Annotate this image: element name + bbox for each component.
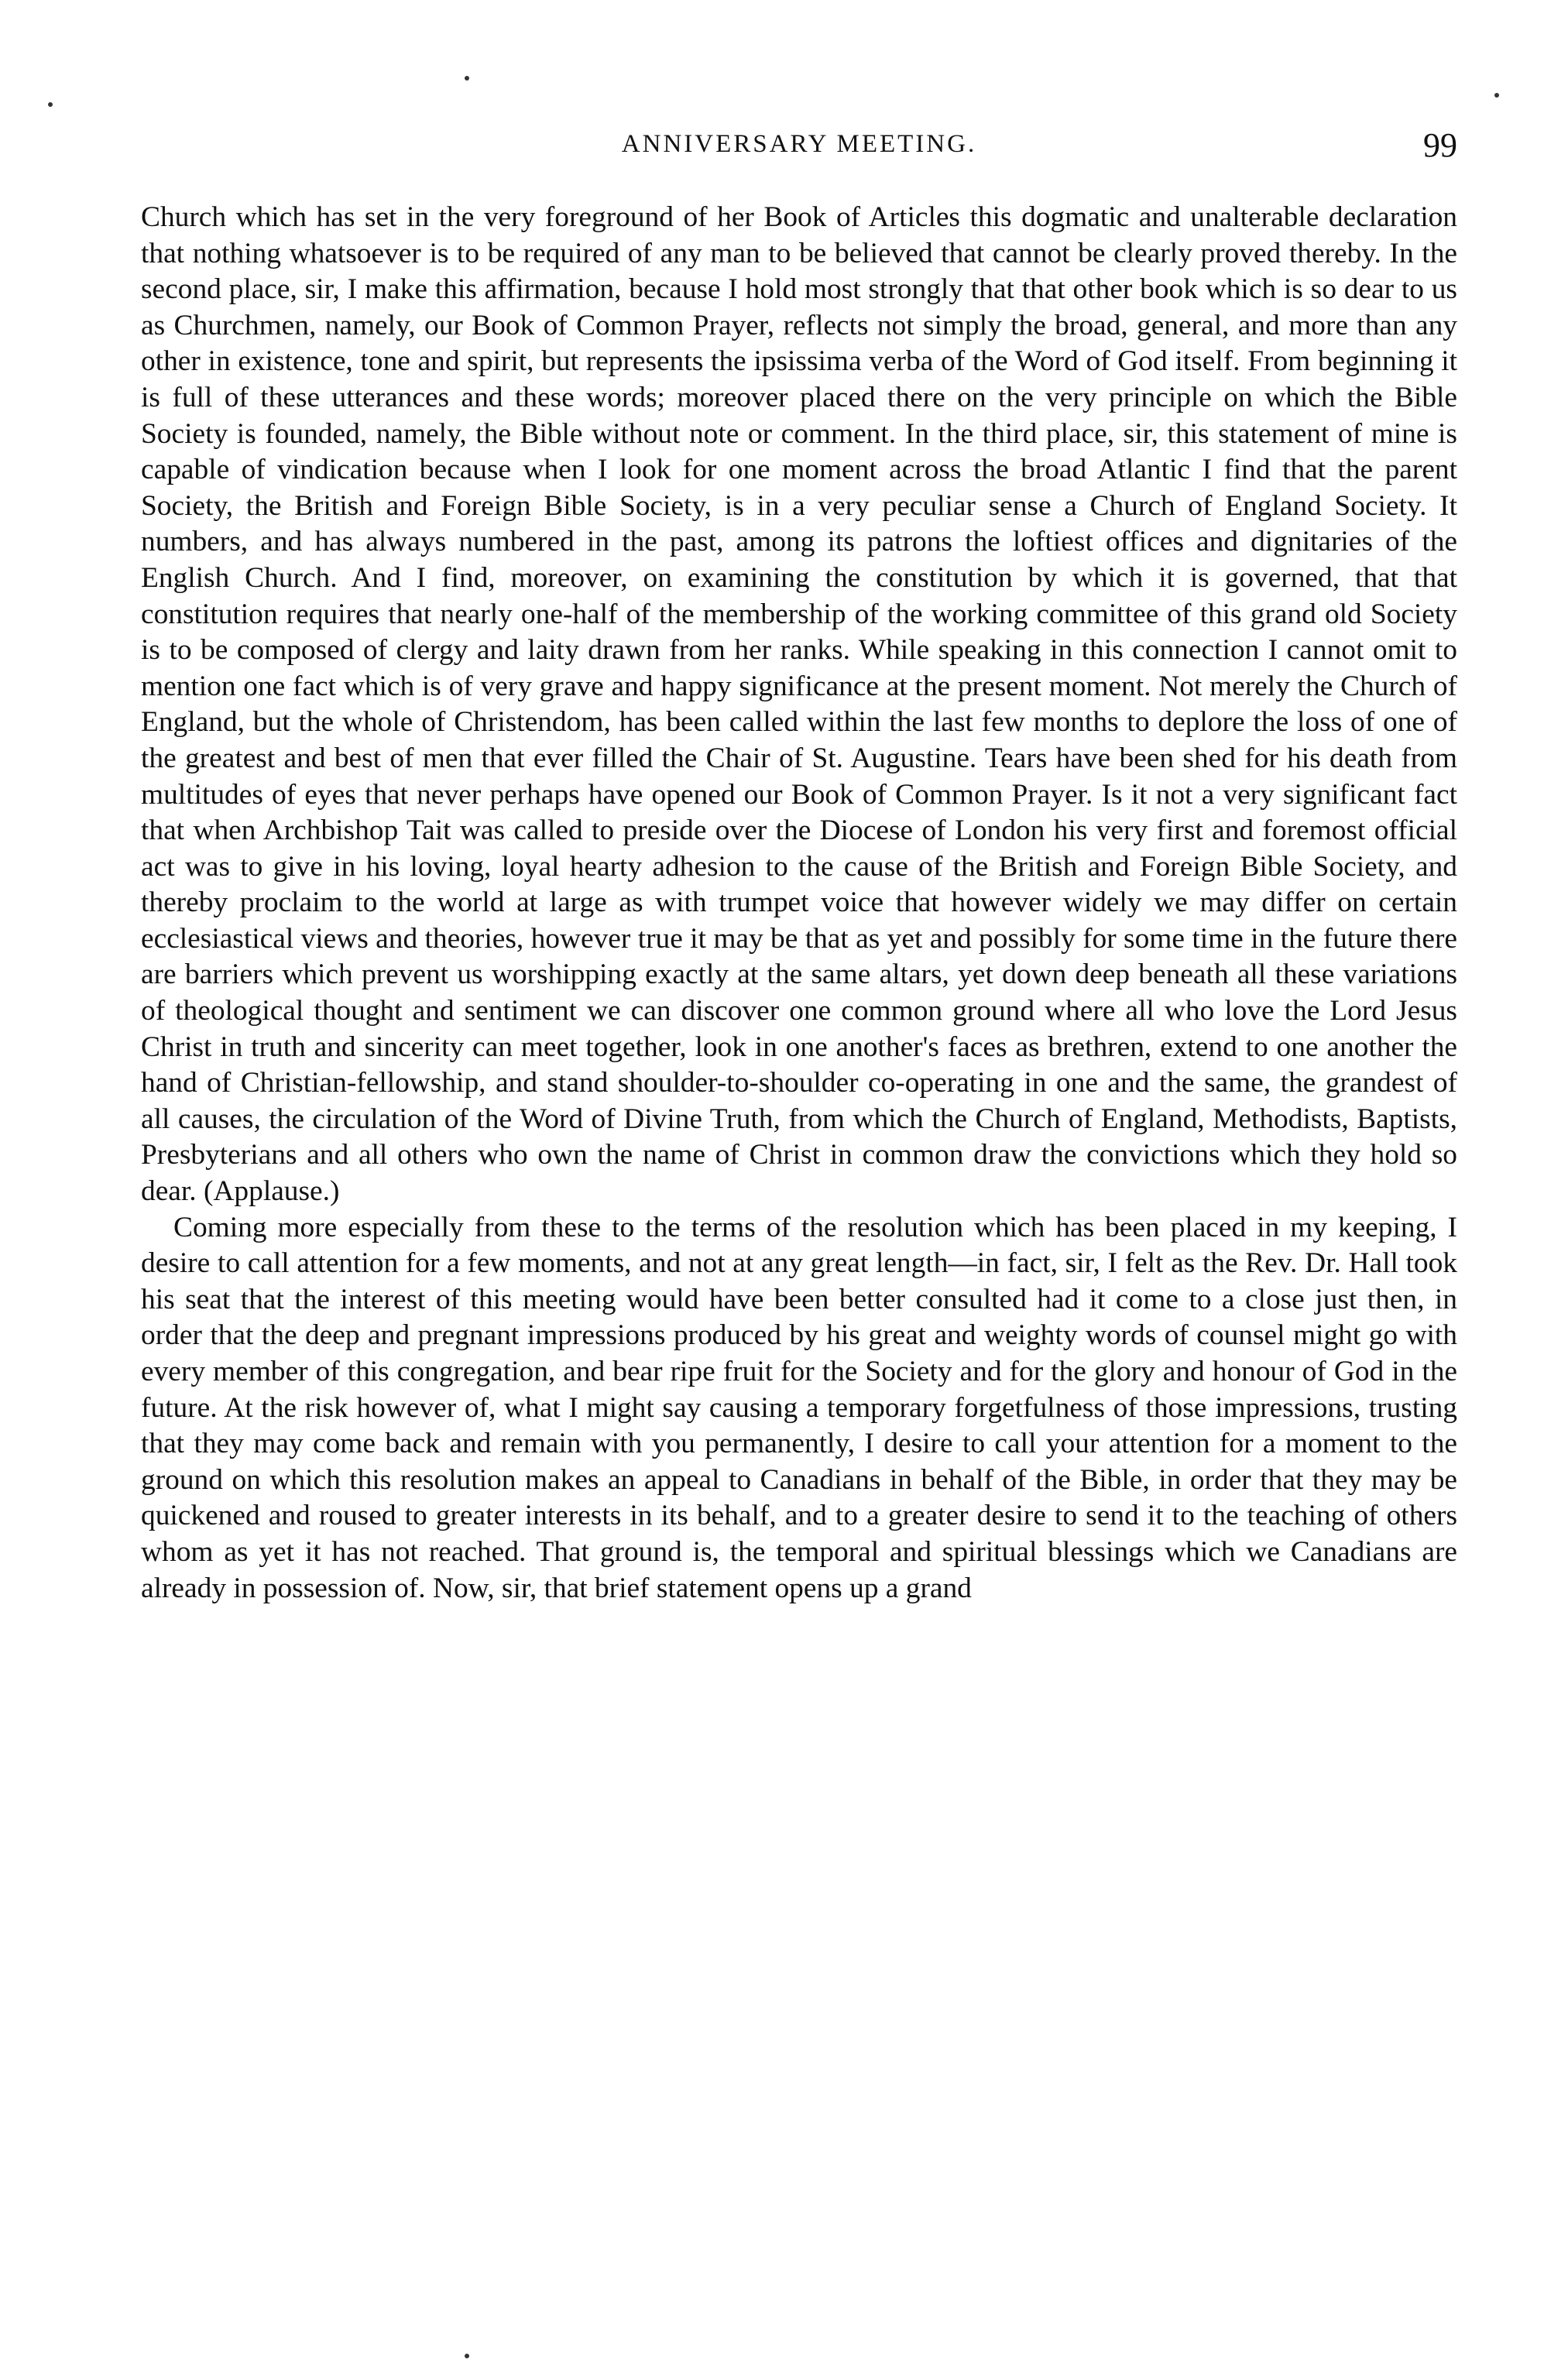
scan-speck: [465, 2354, 469, 2358]
scan-speck: [48, 102, 53, 107]
scan-speck: [465, 76, 469, 81]
body-text: [141, 200, 1457, 1607]
scan-speck: [1494, 93, 1499, 98]
running-title: ANNIVERSARY MEETING.: [621, 130, 977, 158]
page-number: 99: [1423, 126, 1457, 164]
paragraph: Church which has set in the very foreground of her Book of Articles this dogmatic and unalterable declaration that nothing whatsoever is to be required of any man to be believed that cannot be clearly proved thereby. In the second place, sir, I make this affirmation, because I hold most strongly that that other book which is so dear to us as Churchmen, namely, our Book of Common Prayer, reflects not simply the broad, general, and more than any other in existence, tone and spirit, but represents the ipsissima verba of the Word of God itself. From beginning it is full of these utterances and these words; moreover placed there on the very principle on which the Bible Society is founded, namely, the Bible without note or comment. In the third place, sir, this statement of mine is capable of vindication because when I look for one moment across the broad Atlantic I find that the parent Society, the British and Foreign Bible Society, is in a very peculiar sense a Church of England Society. It numbers, and has always numbered in the past, among its patrons the loftiest offices and dignitaries of the English Church. And I find, moreover, on examining the constitution by which it is governed, that that constitution requires that nearly one-half of the membership of the working committee of this grand old Society is to be composed of clergy and laity drawn from her ranks. While speaking in this connection I cannot omit to mention one fact which is of very grave and happy significance at the present moment. Not merely the Church of England, but the whole of Christendom, has been called within the last few months to deplore the loss of one of the greatest and best of men that ever filled the Chair of St. Augustine. Tears have been shed for his death from multitudes of eyes that never perhaps have opened our Book of Common Prayer. Is it not a very significant fact that when Archbishop Tait was called to preside over the Diocese of London his very first and foremost official act was to give in his loving, loyal hearty adhesion to the cause of the British and Foreign Bible Society, and thereby proclaim to the world at large as with trumpet voice that however widely we may differ on certain ecclesiastical views and theories, however true it may be that as yet and possibly for some time in the future there are barriers which prevent us worshipping exactly at the same altars, yet down deep beneath all these variations of theological thought and sentiment we can discover one common ground where all who love the Lord Jesus Christ in truth and sincerity can meet together, look in one another's faces as brethren, extend to one another the hand of Christian-fellowship, and stand shoulder-to-shoulder co-operating in one and the same, the grandest of all causes, the circulation of the Word of Divine Truth, from which the Church of England, Methodists, Baptists, Presbyterians and all others who own the name of Christ in common draw the convictions which they hold so dear. (Applause.): [141, 201, 1457, 1208]
page-header: [141, 126, 1457, 177]
paragraph: Coming more especially from these to the terms of the resolution which has been placed in my keeping, I desire to call attention for a few moments, and not at any great length—in fact, sir, I felt as the Rev. Dr. Hall took his seat that the interest of this meeting would have been better consulted had it come to a close just then, in order that the deep and pregnant impressions produced by his great and weighty words of counsel might go with every member of this congregation, and bear ripe fruit for the Society and for the glory and honour of God in the future. At the risk however of, what I might say causing a temporary forgetfulness of those impressions, trusting that they may come back and remain with you permanently, I desire to call your attention for a moment to the ground on which this resolution makes an appeal to Canadians in behalf of the Bible, in order that they may be quickened and roused to greater interests in its behalf, and to a greater desire to send it to the teaching of others whom as yet it has not reached. That ground is, the temporal and spiritual blessings which we Canadians are already in possession of. Now, sir, that brief statement opens up a grand: [141, 1211, 1457, 1604]
